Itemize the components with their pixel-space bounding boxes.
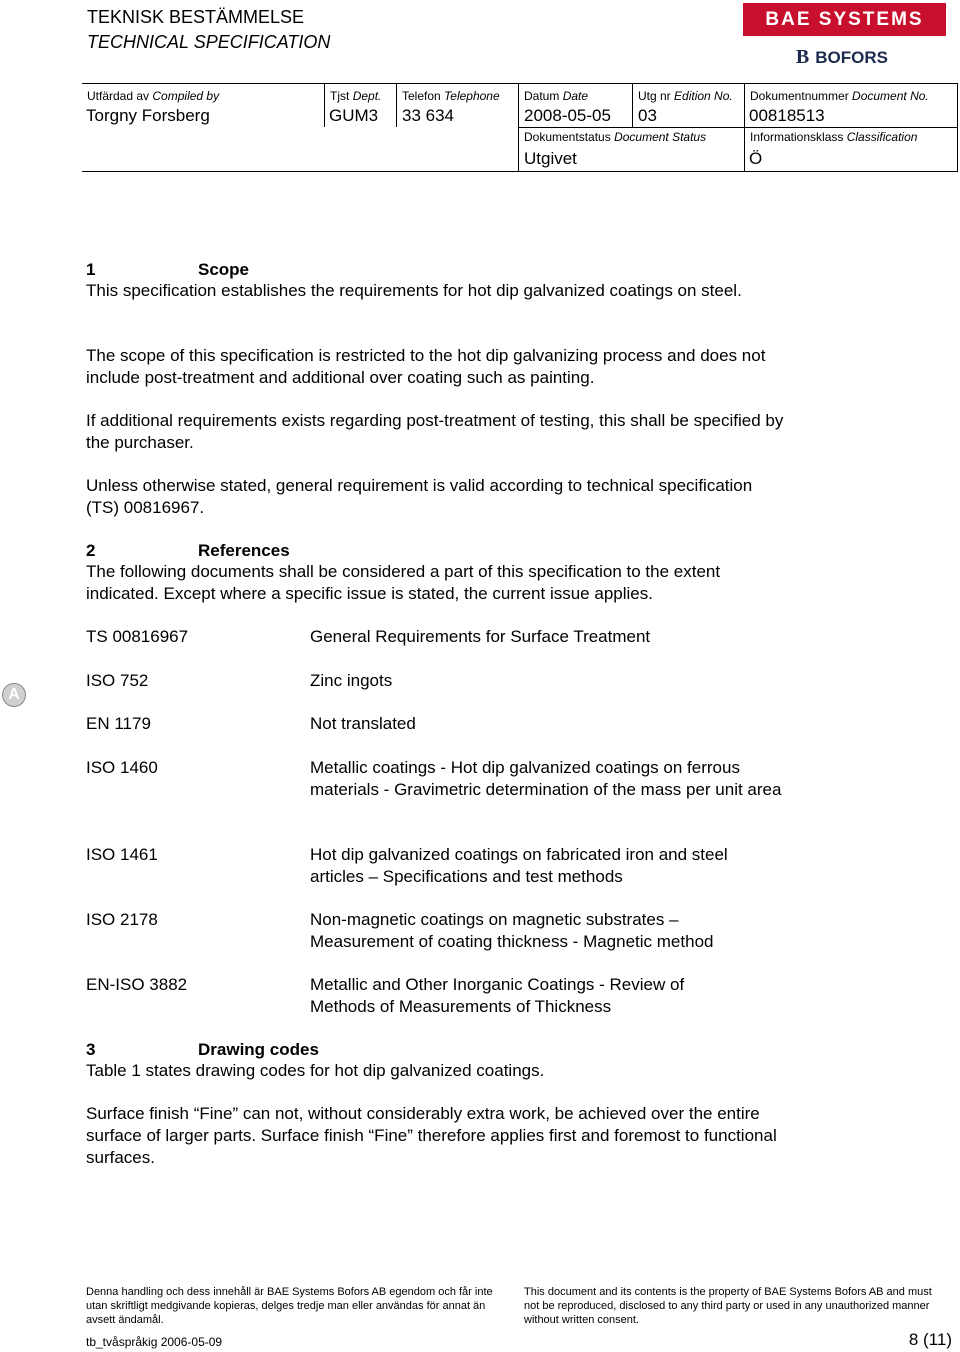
reference-title: Non-magnetic coatings on magnetic substrates – Measurement of coating thickness - Magnetic method <box>310 910 714 951</box>
phone-value: 33 634 <box>402 106 454 125</box>
classification-label: Informationsklass Classification <box>750 130 918 144</box>
header-divider <box>396 84 397 127</box>
phone-label: Telefon Telephone <box>402 89 500 103</box>
section-1-heading: 1 Scope <box>86 260 250 279</box>
docno-label: Dokumentnummer Document No. <box>750 89 929 103</box>
status-value: Utgivet <box>524 149 577 168</box>
header-divider <box>324 84 325 127</box>
reference-title: Hot dip galvanized coatings on fabricated iron and steel articles – Specifications and test methods <box>310 845 728 886</box>
reference-code: ISO 2178 <box>86 910 158 929</box>
reference-title: Zinc ingots <box>310 671 393 690</box>
bofors-logo <box>743 46 946 69</box>
reference-title: Not translated <box>310 714 416 733</box>
section-3-heading: 3 Drawing codes <box>86 1040 319 1059</box>
reference-code: ISO 1461 <box>86 845 158 864</box>
reference-title: Metallic and Other Inorganic Coatings - Review of Methods of Measurements of Thickness <box>310 975 685 1016</box>
compiled-by-label: Utfärdad av Compiled by <box>87 89 220 103</box>
header-divider <box>518 84 519 171</box>
footer-notice-english: This document and its contents is the property of BAE Systems Bofors AB and must not be reproduced, disclosed to any third party or used in any unauthorized manner without written consent. <box>524 1286 932 1326</box>
header-rule-mid <box>518 127 958 128</box>
reference-code: ISO 752 <box>86 671 149 690</box>
dept-value: GUM3 <box>329 106 379 125</box>
template-id: tb_tvåspråkig 2006-05-09 <box>86 1335 223 1349</box>
page-number: 8 (11) <box>908 1330 952 1349</box>
header-divider <box>632 84 633 127</box>
company-logo <box>743 3 946 69</box>
footer-notice-swedish: Denna handling och dess innehåll är BAE Systems Bofors AB egendom och får inte utan skriftligt medgivande kopieras, delges tredje man eller användas för annat än avsett ändamål. <box>86 1286 493 1326</box>
bofors-logo-text: BOFORS <box>815 48 888 67</box>
edition-label: Utg nr Edition No. <box>638 89 733 103</box>
bae-systems-logo: BAE SYSTEMS <box>743 3 946 36</box>
doc-title-swedish: TEKNISK BESTÄMMELSE <box>87 7 305 27</box>
compiled-by-value: Torgny Forsberg <box>86 106 210 125</box>
section-2-heading: 2 References <box>86 541 290 560</box>
header-divider <box>744 84 745 171</box>
section-1-paragraph: Unless otherwise stated, general requirement is valid according to technical specification (TS) 00816967. <box>86 476 753 517</box>
section-3-paragraph: Table 1 states drawing codes for hot dip galvanized coatings. <box>86 1061 545 1080</box>
dept-label: Tjst Dept. <box>330 89 382 103</box>
header-rule-top <box>82 83 958 84</box>
date-value: 2008-05-05 <box>524 106 611 125</box>
classification-value: Ö <box>749 149 763 168</box>
revision-mark-icon: A <box>2 683 26 707</box>
section-1-paragraph: This specification establishes the requirements for hot dip galvanized coatings on steel. <box>86 281 742 300</box>
header-divider <box>957 84 958 171</box>
date-label: Datum Date <box>524 89 589 103</box>
section-1-paragraph: If additional requirements exists regarding post-treatment of testing, this shall be specified by the purchaser. <box>86 411 784 452</box>
reference-code: EN 1179 <box>86 714 151 733</box>
reference-code: TS 00816967 <box>86 627 189 646</box>
doc-title-english: TECHNICAL SPECIFICATION <box>87 32 331 52</box>
header-rule-bottom <box>82 171 958 172</box>
reference-code: EN-ISO 3882 <box>86 975 188 994</box>
status-label: Dokumentstatus Document Status <box>524 130 707 144</box>
reference-code: ISO 1460 <box>86 758 158 777</box>
reference-title: Metallic coatings - Hot dip galvanized coatings on ferrous materials - Gravimetric determination of the mass per unit area <box>310 758 782 799</box>
edition-value: 03 <box>638 106 657 125</box>
section-2-paragraph: The following documents shall be considered a part of this specification to the extent indicated. Except where a specific issue is stated, the current issue applies. <box>86 562 721 603</box>
section-1-paragraph: The scope of this specification is restricted to the hot dip galvanizing process and does not include post-treatment and additional over coating such as painting. <box>86 346 766 387</box>
section-3-paragraph: Surface finish “Fine” can not, without considerably extra work, be achieved over the entire surface of larger parts. Surface finish “Fine” therefore applies first and foremost to functional surfaces. <box>86 1104 777 1167</box>
reference-title: General Requirements for Surface Treatment <box>310 627 651 646</box>
docno-value: 00818513 <box>749 106 825 125</box>
bofors-mark-icon: B <box>795 46 810 68</box>
